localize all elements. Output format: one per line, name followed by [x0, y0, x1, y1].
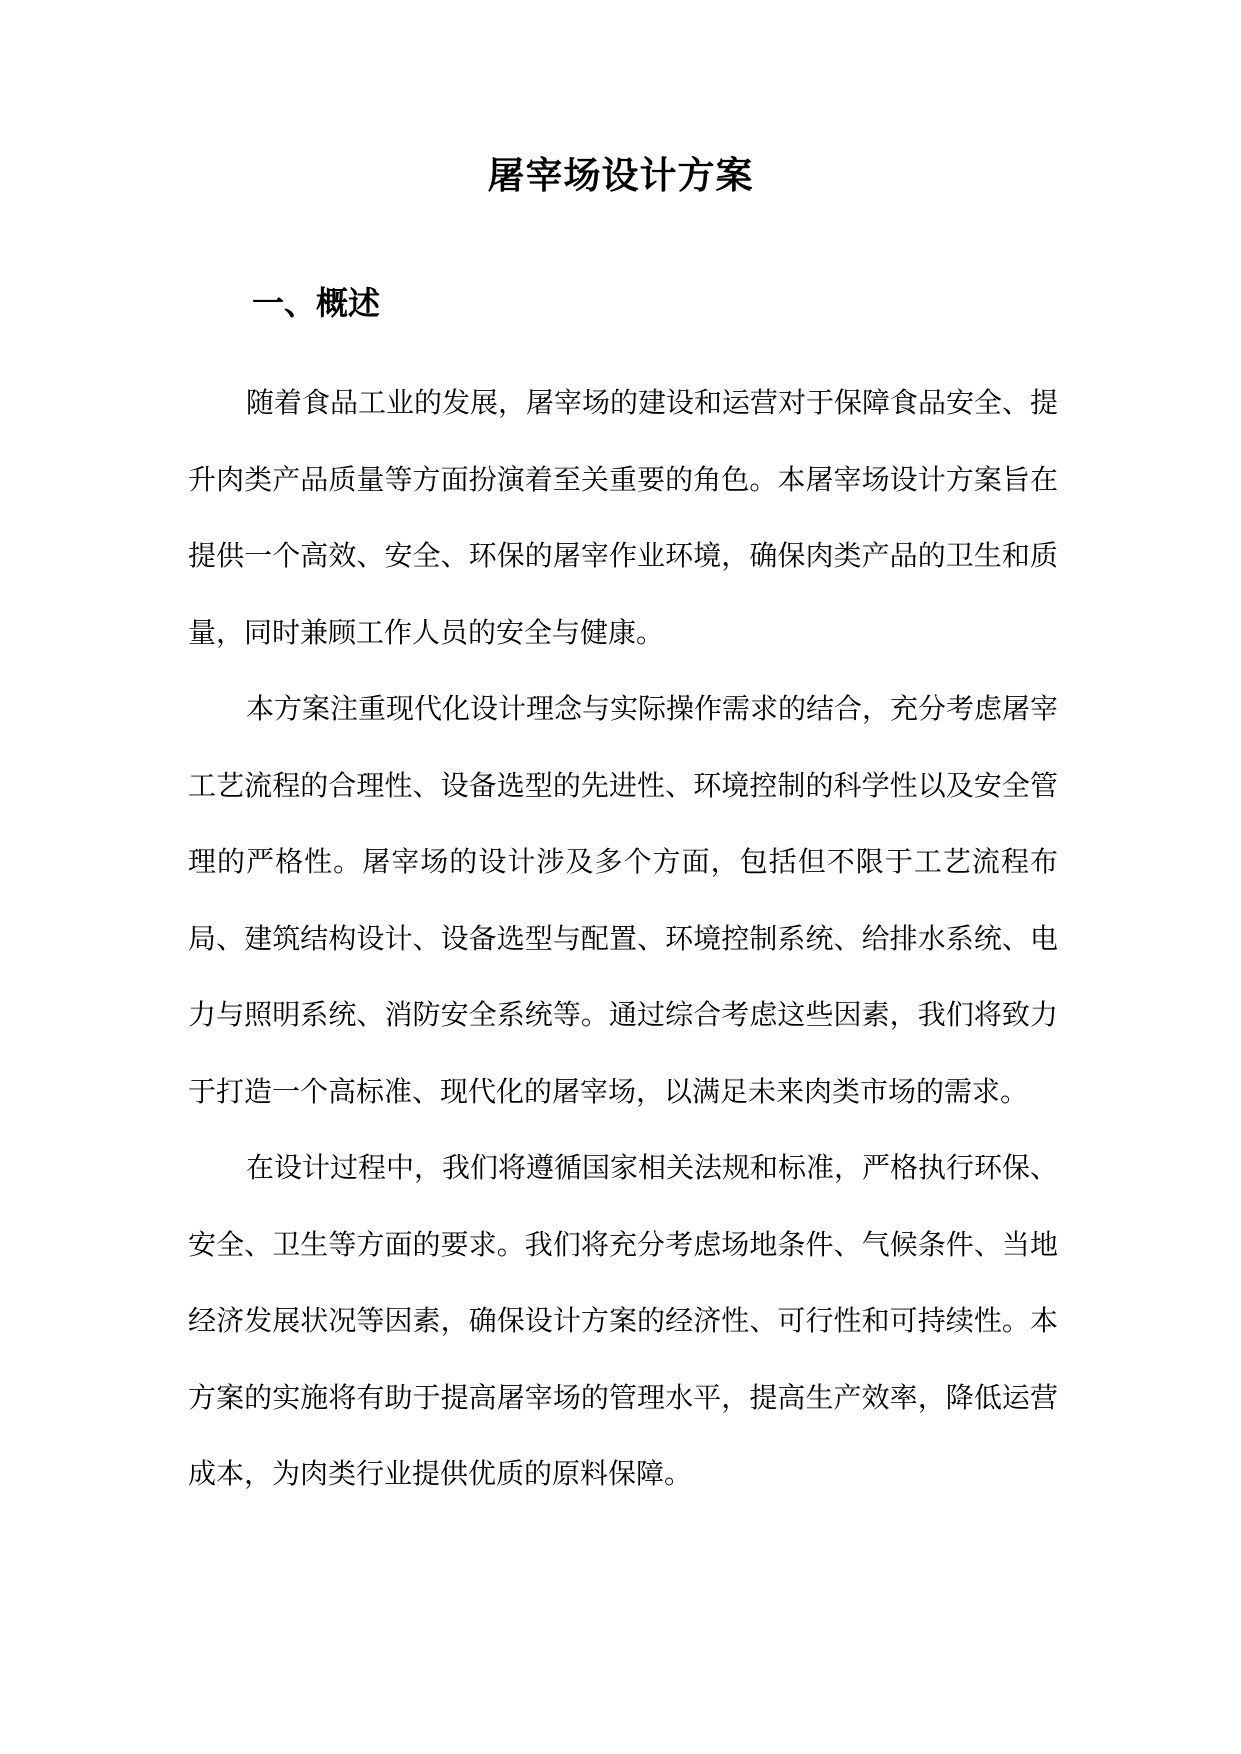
document-body — [188, 365, 1058, 1513]
paragraph: 随着食品工业的发展，屠宰场的建设和运营对于保障食品安全、提升肉类产品质量等方面扮演着至关重要的角色。本屠宰场设计方案旨在提供一个高效、安全、环保的屠宰作业环境，确保肉类产品的卫生和质量，同时兼顾工作人员的安全与健康。 — [188, 386, 1059, 649]
paragraph: 本方案注重现代化设计理念与实际操作需求的结合，充分考虑屠宰工艺流程的合理性、设备选型的先进性、环境控制的科学性以及安全管理的严格性。屠宰场的设计涉及多个方面，包括但不限于工艺流程布局、建筑结构设计、设备选型与配置、环境控制系统、给排水系统、电力与照明系统、消防安全系统等。通过综合考虑这些因素，我们将致力于打造一个高标准、现代化的屠宰场，以满足未来肉类市场的需求。 — [188, 692, 1059, 1108]
paragraph: 在设计过程中，我们将遵循国家相关法规和标准，严格执行环保、安全、卫生等方面的要求。我们将充分考虑场地条件、气候条件、当地经济发展状况等因素，确保设计方案的经济性、可行性和可持续性。本方案的实施将有助于提高屠宰场的管理水平，提高生产效率，降低运营成本，为肉类行业提供优质的原料保障。 — [188, 1151, 1059, 1490]
section-heading: 一、概述 — [252, 284, 381, 322]
document-title: 屠宰场设计方案 — [487, 153, 754, 197]
